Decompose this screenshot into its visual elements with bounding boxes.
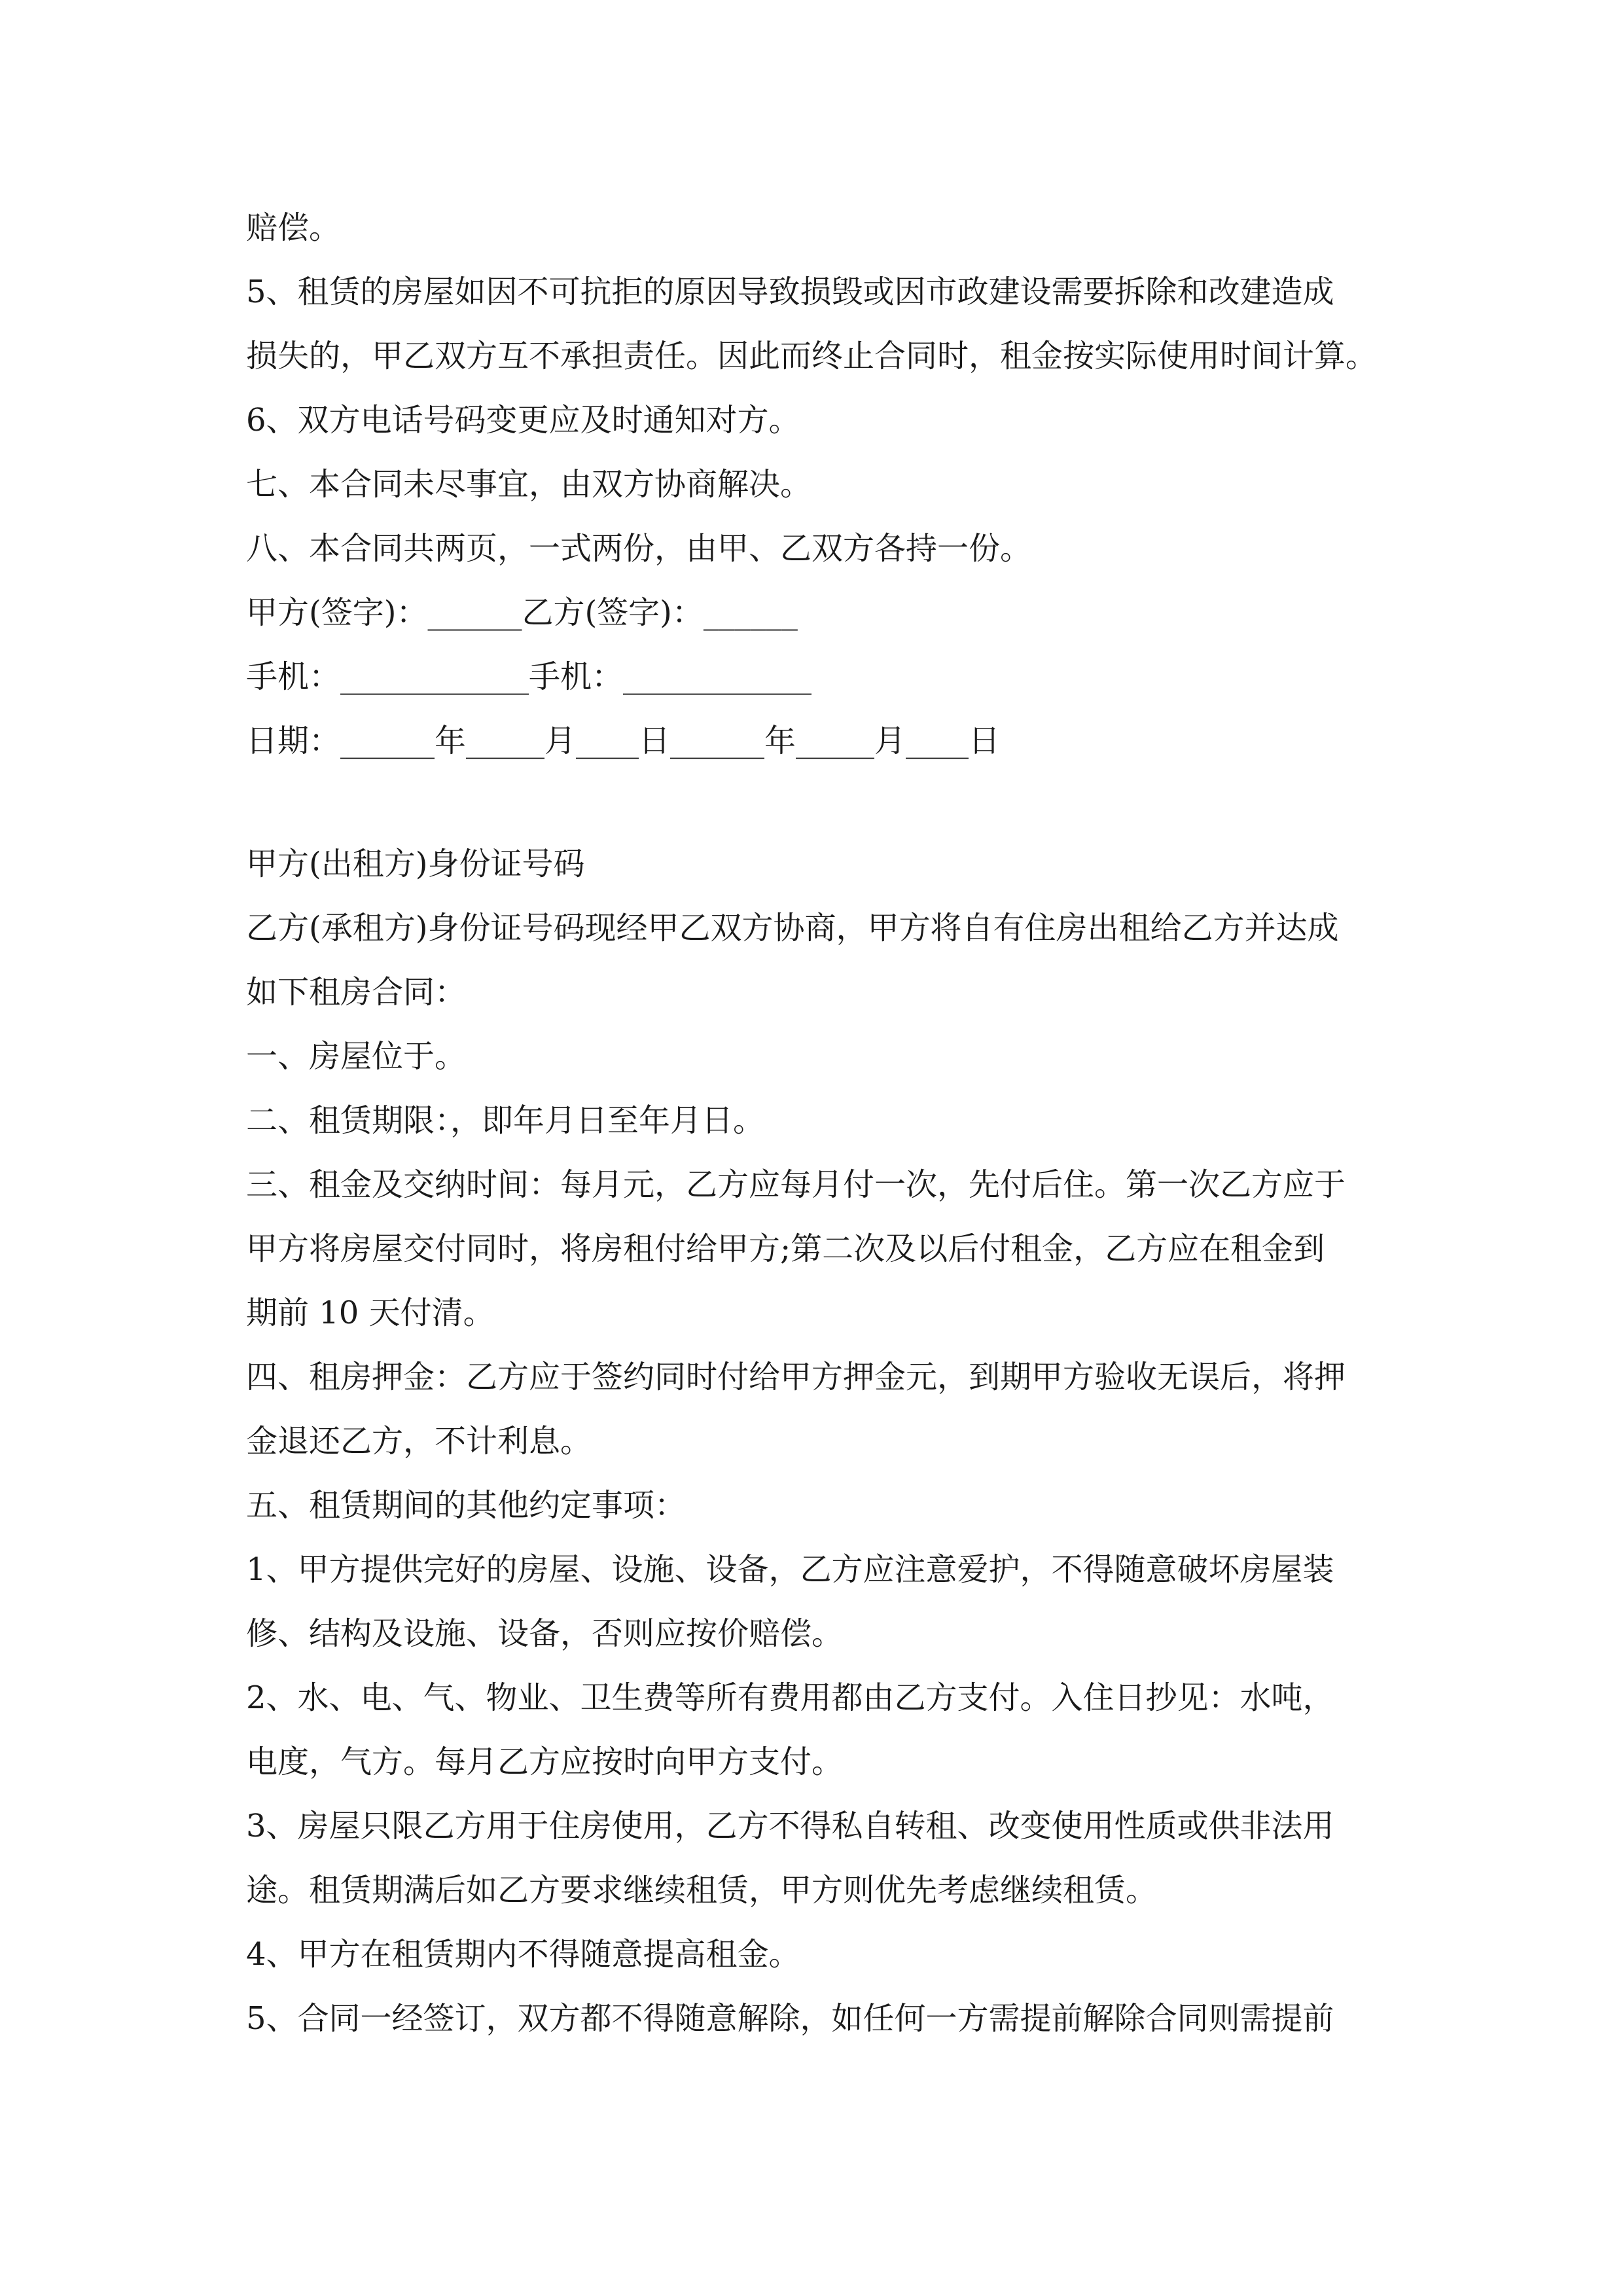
text-line: 途。租赁期满后如乙方要求继续租赁，甲方则优先考虑继续租赁。 <box>246 1872 1158 1909</box>
text-line: 四、租房押金：乙方应于签约同时付给甲方押金元，到期甲方验收无误后，将押 <box>246 1359 1346 1395</box>
document-body <box>246 204 1424 2059</box>
text-line: 乙方(承租方)身份证号码现经甲乙双方协商，甲方将自有住房出租给乙方并达成 <box>246 910 1339 946</box>
text-line: 5、租赁的房屋如因不可抗拒的原因导致损毁或因市政建设需要拆除和改建造成 <box>246 274 1334 310</box>
section-gap <box>246 781 1424 840</box>
text-line: 甲方(出租方)身份证号码 <box>246 846 585 882</box>
text-line: 二、租赁期限：，即年月日至年月日。 <box>246 1102 765 1139</box>
text-line: 电度，气方。每月乙方应按时向甲方支付。 <box>246 1744 844 1780</box>
text-line: 修、结构及设施、设备，否则应按价赔偿。 <box>246 1615 844 1652</box>
text-line: 4、甲方在租赁期内不得随意提高租金。 <box>246 1936 800 1973</box>
text-line: 五、租赁期间的其他约定事项： <box>246 1487 687 1524</box>
text-line: 三、租金及交纳时间：每月元，乙方应每月付一次，先付后住。第一次乙方应于 <box>246 1166 1346 1203</box>
text-line: 2、水、电、气、物业、卫生费等所有费用都由乙方支付。入住日抄见：水吨， <box>246 1679 1334 1716</box>
text-line: 七、本合同未尽事宜，由双方协商解决。 <box>246 466 812 503</box>
phone-line: 手机：____________手机：____________ <box>246 658 812 695</box>
text-line: 八、本合同共两页，一式两份，由甲、乙双方各持一份。 <box>246 530 1032 567</box>
text-line: 6、双方电话号码变更应及时通知对方。 <box>246 402 800 439</box>
text-line: 甲方将房屋交付同时，将房租付给甲方;第二次及以后付租金，乙方应在租金到 <box>246 1230 1325 1267</box>
signature-line: 甲方(签字)：______乙方(签字)：______ <box>246 594 798 631</box>
text-line: 损失的，甲乙双方互不承担责任。因此而终止合同时，租金按实际使用时间计算。 <box>246 338 1378 374</box>
text-line: 3、房屋只限乙方用于住房使用，乙方不得私自转租、改变使用性质或供非法用 <box>246 1808 1334 1844</box>
text-line: 金退还乙方，不计利息。 <box>246 1423 592 1460</box>
text-line: 5、合同一经签订，双方都不得随意解除，如任何一方需提前解除合同则需提前 <box>246 2000 1334 2037</box>
text-line: 1、甲方提供完好的房屋、设施、设备，乙方应注意爱护，不得随意破坏房屋装 <box>246 1551 1334 1588</box>
text-line: 一、房屋位于。 <box>246 1038 467 1075</box>
date-line: 日期：______年_____月____日______年_____月____日 <box>246 723 1001 759</box>
text-line: 赔偿。 <box>246 209 341 246</box>
text-line: 期前 10 天付清。 <box>246 1295 495 1331</box>
text-line: 如下租房合同： <box>246 974 467 1011</box>
